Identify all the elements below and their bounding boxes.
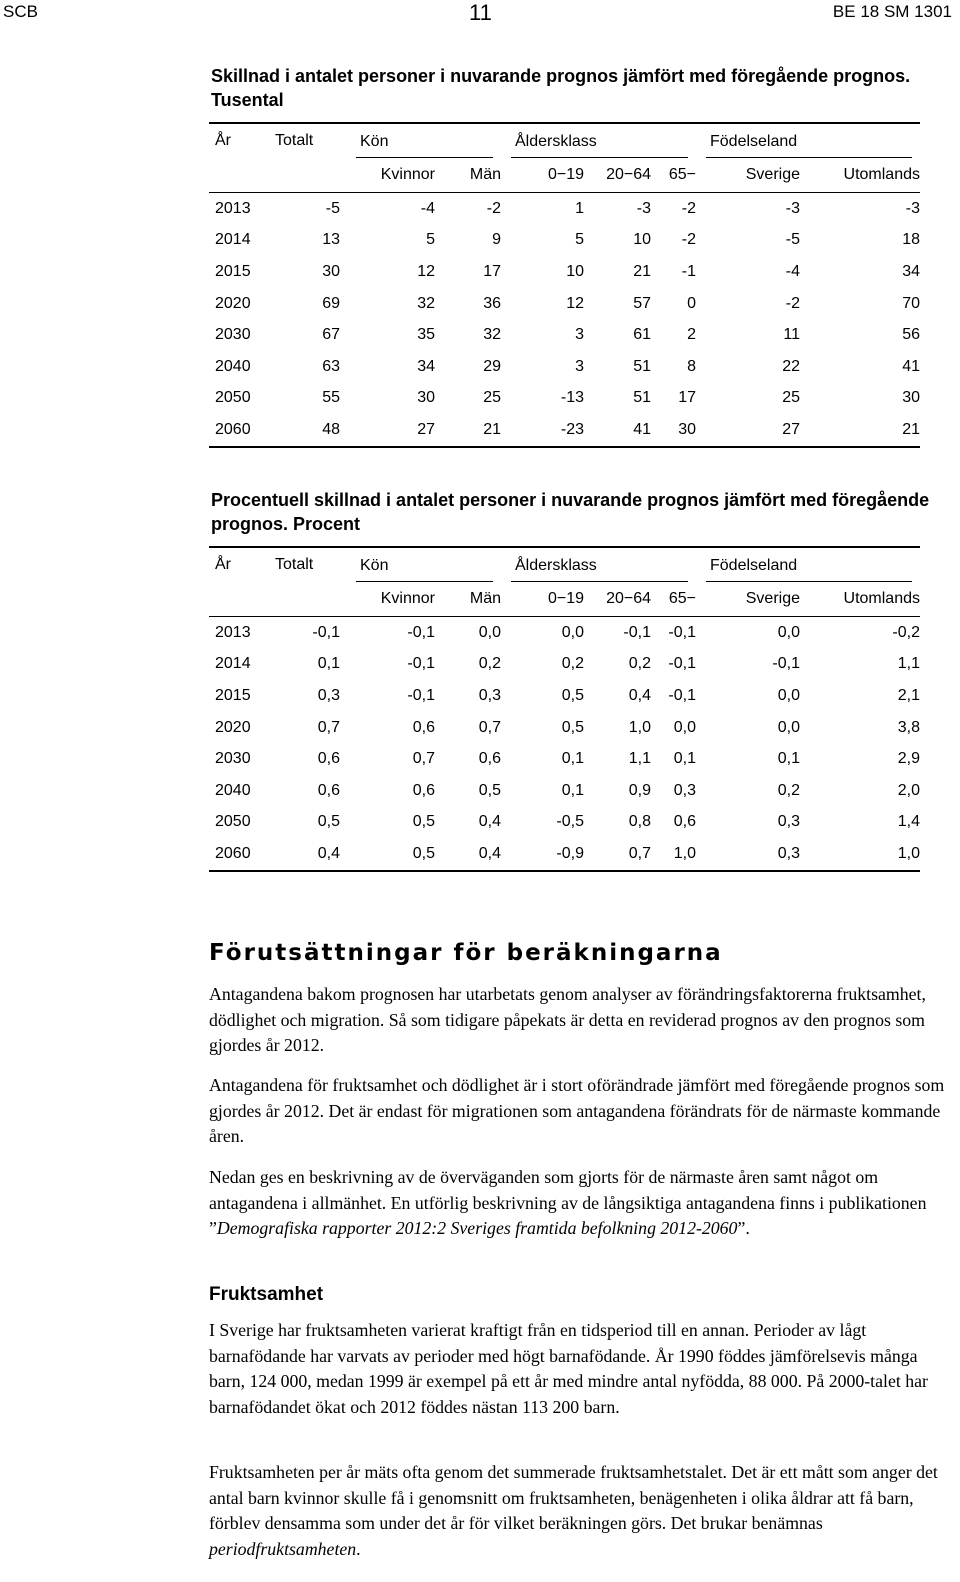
table-cell: 0,6 bbox=[317, 781, 340, 799]
p3-publication-title: Demografiska rapporter 2012:2 Sveriges framtida befolkning 2012-2060 bbox=[216, 1218, 738, 1239]
table-cell: 1,4 bbox=[897, 813, 920, 831]
group-birth-header-label: Födelseland bbox=[706, 549, 912, 582]
table-cell: 17 bbox=[678, 389, 696, 407]
table-cell: -3 bbox=[785, 199, 800, 217]
table-cell: 5 bbox=[575, 231, 584, 249]
table1-title: Skillnad i antalet personer i nuvarande prognos jämfört med föregående prognos. Tusental bbox=[211, 66, 911, 110]
table-cell: 0,1 bbox=[317, 655, 340, 673]
col-sub-header: 20−64 bbox=[584, 158, 651, 193]
col-sub-header: 65− bbox=[651, 582, 696, 617]
table-cell: 17 bbox=[483, 262, 501, 280]
table-cell: 0,6 bbox=[478, 750, 501, 768]
table-cell: 3,8 bbox=[897, 718, 920, 736]
table-cell: 36 bbox=[483, 294, 501, 312]
table-cell: 0,6 bbox=[412, 718, 435, 736]
table-cell: -1 bbox=[681, 262, 696, 280]
table-cell: 0,2 bbox=[478, 655, 501, 673]
table-cell: 0,7 bbox=[317, 718, 340, 736]
table-cell: 56 bbox=[902, 326, 920, 344]
col-sub-header: 0−19 bbox=[501, 582, 584, 617]
table-cell: -4 bbox=[785, 262, 800, 280]
group-sex-header-label: Kön bbox=[356, 549, 493, 582]
table-cell: 22 bbox=[782, 357, 800, 375]
table-cell: 0,5 bbox=[561, 686, 584, 704]
group-age-header bbox=[501, 123, 696, 158]
p3-text-a: Nedan ges en beskrivning av de överväganden som gjorts för de närmaste åren samt något om antagandena i allmänhet. En utförlig beskrivning av de långsiktiga antagandena finns i publikationen ” bbox=[209, 1167, 927, 1239]
p5-text-b: . bbox=[356, 1538, 361, 1559]
table-cell: 1,1 bbox=[897, 655, 920, 673]
table-cell: 0 bbox=[687, 294, 696, 312]
table-cell: 70 bbox=[902, 294, 920, 312]
row-year: 2020 bbox=[215, 718, 251, 736]
table-cell: 48 bbox=[255, 414, 340, 447]
sub-empty-total bbox=[255, 158, 340, 193]
table-row bbox=[209, 680, 920, 712]
sub-empty-total bbox=[255, 582, 340, 617]
table-cell: 0,6 bbox=[412, 781, 435, 799]
table-cell: 0,3 bbox=[777, 813, 800, 831]
table-cell: -0,1 bbox=[407, 623, 435, 641]
table-cell: 25 bbox=[782, 389, 800, 407]
table-row bbox=[209, 743, 920, 775]
section-heading: Förutsättningar för beräkningarna bbox=[209, 940, 723, 966]
subheading-fruktsamhet: Fruktsamhet bbox=[209, 1284, 324, 1305]
table-cell: -2 bbox=[681, 199, 696, 217]
table-cell: 0,9 bbox=[628, 781, 651, 799]
table-cell: 0,4 bbox=[478, 813, 501, 831]
table-cell: -5 bbox=[325, 199, 340, 217]
table-cell: 21 bbox=[633, 262, 651, 280]
group-birth-header bbox=[696, 547, 920, 582]
table-cell: 10 bbox=[633, 231, 651, 249]
paragraph-4: I Sverige har fruktsamheten varierat kraftigt från en tidsperiod till en annan. Perioder av lågt barnafödande har varvats av perioder med högt barnafödande. År 1990 föddes jämförelsevis många barn, 124 000, medan 1999 är exempel på ett år med mindre antal nyfödda, 88 000. På 2000-talet har barnafödandet ökat och 2012 föddes nästan 113 200 barn. bbox=[209, 1320, 928, 1417]
table-cell: 0,5 bbox=[340, 838, 435, 871]
table-cell: 0,3 bbox=[673, 781, 696, 799]
col-sub-header: Män bbox=[435, 582, 501, 617]
page-header bbox=[0, 0, 960, 28]
header-ref: BE 18 SM 1301 bbox=[832, 2, 952, 21]
col-sub-header: 20−64 bbox=[584, 582, 651, 617]
table-cell: 0,8 bbox=[628, 813, 651, 831]
table-row bbox=[209, 288, 920, 320]
table-cell: 41 bbox=[902, 357, 920, 375]
table-cell: 0,3 bbox=[317, 686, 340, 704]
table-cell: 0,5 bbox=[317, 813, 340, 831]
table-cell: 5 bbox=[426, 231, 435, 249]
p3-text-b: ”. bbox=[737, 1218, 750, 1239]
table-cell: 9 bbox=[492, 231, 501, 249]
col-year-header: År bbox=[209, 123, 255, 158]
sub-empty-year bbox=[209, 582, 255, 617]
table-cell: 0,3 bbox=[696, 838, 800, 871]
p5-term: periodfruktsamheten bbox=[209, 1538, 357, 1559]
row-year: 2020 bbox=[215, 294, 251, 312]
group-age-header bbox=[501, 547, 696, 582]
table-cell: 0,4 bbox=[628, 686, 651, 704]
table-cell: 0,2 bbox=[628, 655, 651, 673]
table-cell: 35 bbox=[417, 326, 435, 344]
row-year: 2060 bbox=[209, 838, 255, 871]
table-cell: 51 bbox=[633, 389, 651, 407]
col-sub-header: 65− bbox=[651, 158, 696, 193]
table-cell: 0,5 bbox=[478, 781, 501, 799]
group-birth-header bbox=[696, 123, 920, 158]
table-cell: 0,3 bbox=[478, 686, 501, 704]
col-sub-header: Sverige bbox=[696, 582, 800, 617]
table-cell: 0,1 bbox=[561, 781, 584, 799]
table-cell: -3 bbox=[636, 199, 651, 217]
page-number: 11 bbox=[469, 0, 492, 25]
table-cell: 30 bbox=[902, 389, 920, 407]
table-cell: -4 bbox=[420, 199, 435, 217]
table-cell: 51 bbox=[633, 357, 651, 375]
group-sex-header-label: Kön bbox=[356, 125, 493, 158]
table-cell: 61 bbox=[633, 326, 651, 344]
row-year: 2040 bbox=[215, 781, 251, 799]
table-cell: -0,1 bbox=[668, 686, 696, 704]
table-cell: 0,0 bbox=[478, 623, 501, 641]
paragraph-1: Antagandena bakom prognosen har utarbetats genom analyser av förändringsfaktorerna fruktsamhet, dödlighet och migration. Så som tidigare påpekats är detta en reviderad prognos av den prognos som gjordes år 2012. bbox=[209, 984, 926, 1056]
table-cell: -13 bbox=[560, 389, 584, 407]
table-cell: 30 bbox=[651, 414, 696, 447]
table-row bbox=[209, 383, 920, 415]
table-cell: -0,2 bbox=[892, 623, 920, 641]
col-sub-header: Kvinnor bbox=[340, 158, 435, 193]
table-cell: 21 bbox=[800, 414, 920, 447]
table-cell: 30 bbox=[322, 262, 340, 280]
table-cell: 0,2 bbox=[561, 655, 584, 673]
col-total-header: Totalt bbox=[255, 547, 340, 582]
group-age-header-label: Åldersklass bbox=[511, 125, 688, 158]
table-cell: -0,1 bbox=[312, 623, 340, 641]
table-cell: 0,0 bbox=[777, 686, 800, 704]
table-cell: 0,2 bbox=[777, 781, 800, 799]
row-year: 2015 bbox=[215, 262, 251, 280]
row-year: 2014 bbox=[215, 655, 251, 673]
table-cell: 1,1 bbox=[628, 750, 651, 768]
table-cell: 67 bbox=[322, 326, 340, 344]
row-year: 2013 bbox=[215, 623, 251, 641]
table-cell: -2 bbox=[681, 231, 696, 249]
table-cell: -2 bbox=[486, 199, 501, 217]
table-cell: -0,1 bbox=[772, 655, 800, 673]
table-cell: 27 bbox=[340, 414, 435, 447]
table-cell: 0,5 bbox=[412, 813, 435, 831]
table-row bbox=[209, 414, 920, 447]
table-cell: 0,0 bbox=[561, 623, 584, 641]
table-cell: 32 bbox=[483, 326, 501, 344]
col-sub-header: Kvinnor bbox=[340, 582, 435, 617]
p5-text-a: Fruktsamheten per år mäts ofta genom det summerade fruktsamhetstalet. Det är ett mått som anger det antal barn kvinnor skulle få i genomsnitt om fruktsamheten, benägenheten i olika åldrar att få barn, förblev densamma som under det år för vilket beräkningen görs. Det brukar benämnas bbox=[209, 1462, 938, 1534]
table-cell: 2,9 bbox=[897, 750, 920, 768]
col-sub-header: 0−19 bbox=[501, 158, 584, 193]
row-year: 2050 bbox=[215, 813, 251, 831]
table-cell: 1,0 bbox=[628, 718, 651, 736]
table-cell: -0,1 bbox=[407, 655, 435, 673]
table-cell: 0,0 bbox=[673, 718, 696, 736]
table-cell: 69 bbox=[322, 294, 340, 312]
table-cell: 0,7 bbox=[478, 718, 501, 736]
table-cell: 34 bbox=[902, 262, 920, 280]
row-year: 2013 bbox=[215, 199, 251, 217]
col-sub-header: Män bbox=[435, 158, 501, 193]
table-cell: 57 bbox=[633, 294, 651, 312]
table-row bbox=[209, 256, 920, 288]
row-year: 2050 bbox=[215, 389, 251, 407]
header-org: SCB bbox=[3, 2, 38, 21]
group-sex-header bbox=[340, 123, 501, 158]
row-year: 2060 bbox=[209, 414, 255, 447]
table-row bbox=[209, 838, 920, 871]
table-cell: -0,1 bbox=[407, 686, 435, 704]
table-row bbox=[209, 649, 920, 681]
col-sub-header: Utomlands bbox=[800, 158, 920, 193]
table-cell: 30 bbox=[417, 389, 435, 407]
table-cell: -0,1 bbox=[668, 623, 696, 641]
table-cell: 25 bbox=[483, 389, 501, 407]
table-cell: 1 bbox=[575, 199, 584, 217]
table-cell: -23 bbox=[501, 414, 584, 447]
paragraph-2: Antagandena för fruktsamhet och dödlighet är i stort oförändrade jämfört med föregående prognos som gjordes år 2012. Det är endast för migrationen som antagandena förändrats för de närmaste kommande åren. bbox=[209, 1075, 945, 1147]
table-cell: 0,4 bbox=[435, 838, 501, 871]
table-cell: 0,0 bbox=[777, 718, 800, 736]
table-cell: 0,5 bbox=[561, 718, 584, 736]
table-row bbox=[209, 193, 920, 225]
table-cell: -0,1 bbox=[623, 623, 651, 641]
table-cell: 2,0 bbox=[897, 781, 920, 799]
sub-empty-year bbox=[209, 158, 255, 193]
row-year: 2015 bbox=[215, 686, 251, 704]
table-cell: 11 bbox=[783, 326, 800, 344]
table-cell: 0,7 bbox=[584, 838, 651, 871]
table-row bbox=[209, 351, 920, 383]
table-cell: 0,1 bbox=[561, 750, 584, 768]
table-row bbox=[209, 775, 920, 807]
row-year: 2030 bbox=[215, 326, 251, 344]
table-cell: 0,0 bbox=[777, 623, 800, 641]
table-cell: -0,5 bbox=[556, 813, 584, 831]
paragraph-3 bbox=[209, 1165, 947, 1242]
table-cell: 21 bbox=[435, 414, 501, 447]
table-cell: 0,7 bbox=[412, 750, 435, 768]
table-cell: 0,6 bbox=[317, 750, 340, 768]
table-cell: -2 bbox=[785, 294, 800, 312]
table-cell: 27 bbox=[696, 414, 800, 447]
table-cell: 32 bbox=[417, 294, 435, 312]
table-row bbox=[209, 807, 920, 839]
table-cell: 1,0 bbox=[800, 838, 920, 871]
table-cell: 55 bbox=[322, 389, 340, 407]
table-cell: -3 bbox=[905, 199, 920, 217]
group-birth-header-label: Födelseland bbox=[706, 125, 912, 158]
table-cell: 8 bbox=[687, 357, 696, 375]
col-year-header: År bbox=[209, 547, 255, 582]
col-sub-header: Sverige bbox=[696, 158, 800, 193]
table-cell: -5 bbox=[785, 231, 800, 249]
table-row bbox=[209, 225, 920, 257]
table-cell: 63 bbox=[322, 357, 340, 375]
col-sub-header: Utomlands bbox=[800, 582, 920, 617]
table-cell: 29 bbox=[483, 357, 501, 375]
table-cell: 34 bbox=[417, 357, 435, 375]
row-year: 2040 bbox=[215, 357, 251, 375]
table-cell: 18 bbox=[902, 231, 920, 249]
table-cell: 0,6 bbox=[673, 813, 696, 831]
table-cell: 41 bbox=[584, 414, 651, 447]
table2 bbox=[209, 546, 920, 872]
table-row bbox=[209, 319, 920, 351]
table2-title: Procentuell skillnad i antalet personer i nuvarande prognos jämfört med föregående prognos. Procent bbox=[211, 490, 930, 534]
table-cell: 1,0 bbox=[651, 838, 696, 871]
table-cell: 12 bbox=[417, 262, 435, 280]
table-cell: 3 bbox=[575, 357, 584, 375]
table1 bbox=[209, 122, 920, 448]
paragraph-5 bbox=[209, 1460, 947, 1562]
table-cell: 10 bbox=[566, 262, 584, 280]
table-cell: -0,9 bbox=[501, 838, 584, 871]
table-cell: 2 bbox=[687, 326, 696, 344]
table-row bbox=[209, 712, 920, 744]
table-cell: 12 bbox=[566, 294, 584, 312]
table-cell: -0,1 bbox=[668, 655, 696, 673]
group-sex-header bbox=[340, 547, 501, 582]
col-total-header: Totalt bbox=[255, 123, 340, 158]
group-age-header-label: Åldersklass bbox=[511, 549, 688, 582]
table-cell: 0,4 bbox=[255, 838, 340, 871]
table-cell: 3 bbox=[575, 326, 584, 344]
table-cell: 0,1 bbox=[673, 750, 696, 768]
row-year: 2014 bbox=[215, 231, 251, 249]
table-row bbox=[209, 617, 920, 649]
table-cell: 0,1 bbox=[777, 750, 800, 768]
table-cell: 13 bbox=[322, 231, 340, 249]
row-year: 2030 bbox=[215, 750, 251, 768]
table-cell: 2,1 bbox=[897, 686, 920, 704]
